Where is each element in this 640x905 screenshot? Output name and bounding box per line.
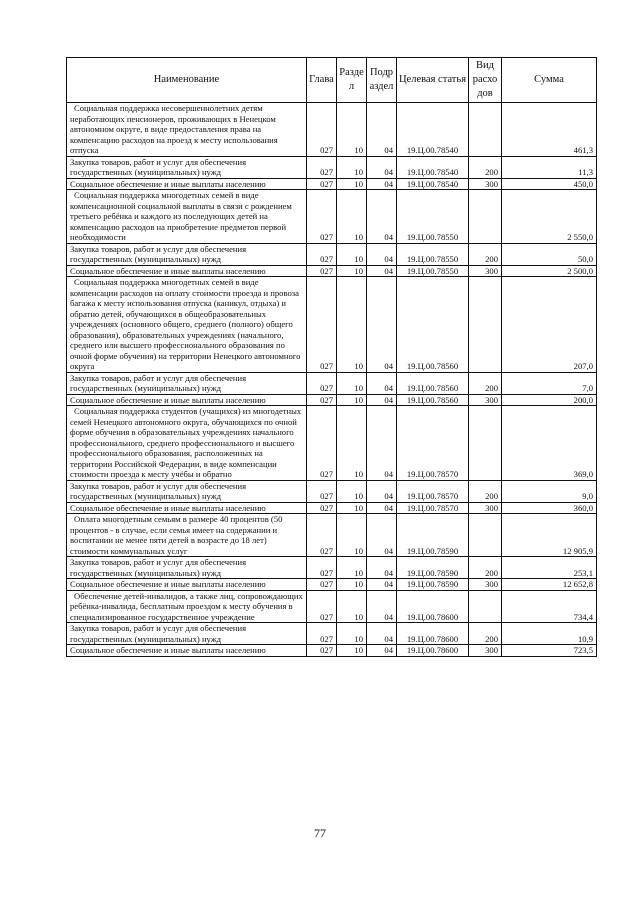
table-row: [67, 623, 597, 645]
cell-subsection: 04: [367, 103, 397, 157]
page-number: 77: [314, 826, 326, 840]
cell-subsection: 04: [367, 190, 397, 244]
cell-chapter: 027: [307, 156, 337, 178]
cell-subsection: 04: [367, 372, 397, 394]
cell-section: 10: [337, 372, 367, 394]
cell-target-article: 19.Ц.00.78590: [397, 557, 469, 579]
cell-expense-type: 300: [469, 502, 502, 514]
table-row: [67, 178, 597, 190]
cell-section: 10: [337, 480, 367, 502]
cell-amount: 461,3: [502, 103, 597, 157]
cell-expense-type: [469, 406, 502, 481]
cell-name: Закупка товаров, работ и услуг для обеспечения государственных (муниципальных) нужд: [67, 372, 307, 394]
table-row: [67, 394, 597, 406]
cell-section: 10: [337, 623, 367, 645]
cell-amount: 50,0: [502, 243, 597, 265]
cell-chapter: 027: [307, 514, 337, 557]
cell-name: Социальная поддержка многодетных семей в виде компенсации расходов на оплату стоимости проезда и провоза багажа к месту использования отпуска (каникул, отдыха) и обратно детей, обучающихся в общеобразовательных учреждениях (основного общего, среднего (полного) общего образования), образовательных учреждениях (начального, среднего или высшего профессионального образования по очной форме обучения) на территории Ненецкого автономного округа: [67, 277, 307, 373]
cell-amount: 2 550,0: [502, 190, 597, 244]
cell-chapter: 027: [307, 406, 337, 481]
cell-expense-type: 200: [469, 243, 502, 265]
cell-expense-type: 200: [469, 372, 502, 394]
cell-target-article: 19.Ц.00.78590: [397, 514, 469, 557]
cell-chapter: 027: [307, 480, 337, 502]
cell-chapter: 027: [307, 103, 337, 157]
cell-subsection: 04: [367, 514, 397, 557]
table-row: [67, 406, 597, 481]
table-row: [67, 277, 597, 373]
table-row: [67, 243, 597, 265]
cell-name: Социальное обеспечение и иные выплаты населению: [67, 579, 307, 591]
cell-amount: 200,0: [502, 394, 597, 406]
header-section: Разде л: [337, 58, 367, 103]
cell-amount: 207,0: [502, 277, 597, 373]
cell-amount: 11,3: [502, 156, 597, 178]
cell-expense-type: 200: [469, 623, 502, 645]
table-row: [67, 372, 597, 394]
table-row: [67, 480, 597, 502]
cell-name: Социальное обеспечение и иные выплаты населению: [67, 265, 307, 277]
cell-amount: 360,0: [502, 502, 597, 514]
cell-expense-type: [469, 190, 502, 244]
cell-section: 10: [337, 579, 367, 591]
cell-expense-type: 200: [469, 480, 502, 502]
cell-target-article: 19.Ц.00.78540: [397, 156, 469, 178]
cell-chapter: 027: [307, 579, 337, 591]
cell-subsection: 04: [367, 623, 397, 645]
table-row: [67, 502, 597, 514]
cell-subsection: 04: [367, 243, 397, 265]
table-row: [67, 590, 597, 623]
cell-section: 10: [337, 190, 367, 244]
cell-chapter: 027: [307, 590, 337, 623]
cell-name: Обеспечение детей-инвалидов, а также лиц, сопровождающих ребёнка-инвалида, бесплатным проездом к месту обучения в специализированное государственное учреждение: [67, 590, 307, 623]
cell-target-article: 19.Ц.00.78590: [397, 579, 469, 591]
header-amount: Сумма: [502, 58, 597, 103]
cell-subsection: 04: [367, 502, 397, 514]
cell-expense-type: 200: [469, 557, 502, 579]
cell-subsection: 04: [367, 156, 397, 178]
cell-target-article: 19.Ц.00.78600: [397, 645, 469, 657]
cell-expense-type: 200: [469, 156, 502, 178]
cell-name: Закупка товаров, работ и услуг для обеспечения государственных (муниципальных) нужд: [67, 557, 307, 579]
cell-chapter: 027: [307, 557, 337, 579]
cell-section: 10: [337, 514, 367, 557]
cell-section: 10: [337, 277, 367, 373]
cell-target-article: 19.Ц.00.78570: [397, 406, 469, 481]
cell-subsection: 04: [367, 590, 397, 623]
cell-name: Закупка товаров, работ и услуг для обеспечения государственных (муниципальных) нужд: [67, 480, 307, 502]
header-subsection: Подр аздел: [367, 58, 397, 103]
cell-chapter: 027: [307, 190, 337, 244]
cell-expense-type: 300: [469, 265, 502, 277]
cell-chapter: 027: [307, 265, 337, 277]
cell-amount: 9,0: [502, 480, 597, 502]
cell-amount: 12 905,9: [502, 514, 597, 557]
cell-target-article: 19.Ц.00.78550: [397, 265, 469, 277]
cell-target-article: 19.Ц.00.78600: [397, 623, 469, 645]
table-row: [67, 579, 597, 591]
cell-subsection: 04: [367, 579, 397, 591]
cell-expense-type: [469, 103, 502, 157]
cell-name: Социальная поддержка многодетных семей в виде компенсационной социальной выплаты в связи с рождением третьего ребёнка и каждого из последующих детей на компенсацию расходов на приобретение предметов первой необходимости: [67, 190, 307, 244]
cell-amount: 12 652,8: [502, 579, 597, 591]
table-row: [67, 190, 597, 244]
cell-amount: 10,9: [502, 623, 597, 645]
cell-section: 10: [337, 103, 367, 157]
cell-name: Социальное обеспечение и иные выплаты населению: [67, 502, 307, 514]
cell-section: 10: [337, 590, 367, 623]
cell-chapter: 027: [307, 502, 337, 514]
cell-expense-type: 300: [469, 178, 502, 190]
cell-section: 10: [337, 406, 367, 481]
cell-section: 10: [337, 265, 367, 277]
table-row: [67, 514, 597, 557]
budget-table: [66, 57, 597, 657]
cell-subsection: 04: [367, 406, 397, 481]
cell-name: Закупка товаров, работ и услуг для обеспечения государственных (муниципальных) нужд: [67, 243, 307, 265]
cell-target-article: 19.Ц.00.78550: [397, 190, 469, 244]
cell-amount: 253,1: [502, 557, 597, 579]
cell-target-article: 19.Ц.00.78560: [397, 277, 469, 373]
cell-chapter: 027: [307, 623, 337, 645]
table-row: [67, 557, 597, 579]
header-name: Наименование: [67, 58, 307, 103]
cell-section: 10: [337, 243, 367, 265]
cell-name: Закупка товаров, работ и услуг для обеспечения государственных (муниципальных) нужд: [67, 156, 307, 178]
cell-expense-type: 300: [469, 394, 502, 406]
cell-target-article: 19.Ц.00.78560: [397, 372, 469, 394]
header-chapter: Глава: [307, 58, 337, 103]
cell-section: 10: [337, 156, 367, 178]
cell-target-article: 19.Ц.00.78570: [397, 480, 469, 502]
cell-section: 10: [337, 502, 367, 514]
cell-expense-type: 300: [469, 645, 502, 657]
cell-chapter: 027: [307, 277, 337, 373]
cell-chapter: 027: [307, 645, 337, 657]
cell-target-article: 19.Ц.00.78550: [397, 243, 469, 265]
table-body: [67, 103, 597, 657]
cell-name: Социальная поддержка студентов (учащихся) из многодетных семей Ненецкого автономного округа, обучающихся по очной форме обучения в образовательных учреждениях начального профессионального, среднего профессионального и высшего профессионального образования, расположенных на территории Российской Федерации, в виде компенсации стоимости проезда к месту учёбы и обратно: [67, 406, 307, 481]
cell-expense-type: [469, 277, 502, 373]
table-row: [67, 265, 597, 277]
header-expense-type: Вид расхо дов: [469, 58, 502, 103]
table-header-row: [67, 58, 597, 103]
cell-amount: 2 500,0: [502, 265, 597, 277]
cell-name: Социальное обеспечение и иные выплаты населению: [67, 645, 307, 657]
cell-subsection: 04: [367, 645, 397, 657]
cell-amount: 723,5: [502, 645, 597, 657]
header-target-article: Целевая статья: [397, 58, 469, 103]
cell-target-article: 19.Ц.00.78570: [397, 502, 469, 514]
cell-chapter: 027: [307, 178, 337, 190]
cell-amount: 369,0: [502, 406, 597, 481]
table-row: [67, 156, 597, 178]
cell-target-article: 19.Ц.00.78560: [397, 394, 469, 406]
cell-amount: 7,0: [502, 372, 597, 394]
cell-subsection: 04: [367, 265, 397, 277]
cell-target-article: 19.Ц.00.78600: [397, 590, 469, 623]
cell-chapter: 027: [307, 372, 337, 394]
cell-subsection: 04: [367, 178, 397, 190]
cell-expense-type: [469, 514, 502, 557]
cell-amount: 450,0: [502, 178, 597, 190]
cell-subsection: 04: [367, 394, 397, 406]
cell-section: 10: [337, 557, 367, 579]
cell-section: 10: [337, 645, 367, 657]
cell-chapter: 027: [307, 394, 337, 406]
cell-target-article: 19.Ц.00.78540: [397, 103, 469, 157]
table-row: [67, 103, 597, 157]
cell-section: 10: [337, 178, 367, 190]
cell-name: Социальное обеспечение и иные выплаты населению: [67, 394, 307, 406]
cell-expense-type: [469, 590, 502, 623]
cell-subsection: 04: [367, 557, 397, 579]
cell-name: Оплата многодетным семьям в размере 40 процентов (50 процентов - в случае, если семья имеет на содержании и воспитании не менее пяти детей в возрасте до 18 лет) стоимости коммунальных услуг: [67, 514, 307, 557]
cell-section: 10: [337, 394, 367, 406]
cell-amount: 734,4: [502, 590, 597, 623]
cell-target-article: 19.Ц.00.78540: [397, 178, 469, 190]
cell-expense-type: 300: [469, 579, 502, 591]
cell-subsection: 04: [367, 480, 397, 502]
cell-subsection: 04: [367, 277, 397, 373]
cell-name: Закупка товаров, работ и услуг для обеспечения государственных (муниципальных) нужд: [67, 623, 307, 645]
cell-name: Социальная поддержка несовершеннолетних детям неработающих пенсионеров, проживающих в Ненецком автономном округе, в виде предоставления права на компенсацию расходов на проезд к месту использования отпуска: [67, 103, 307, 157]
cell-chapter: 027: [307, 243, 337, 265]
table-row: [67, 645, 597, 657]
cell-name: Социальное обеспечение и иные выплаты населению: [67, 178, 307, 190]
